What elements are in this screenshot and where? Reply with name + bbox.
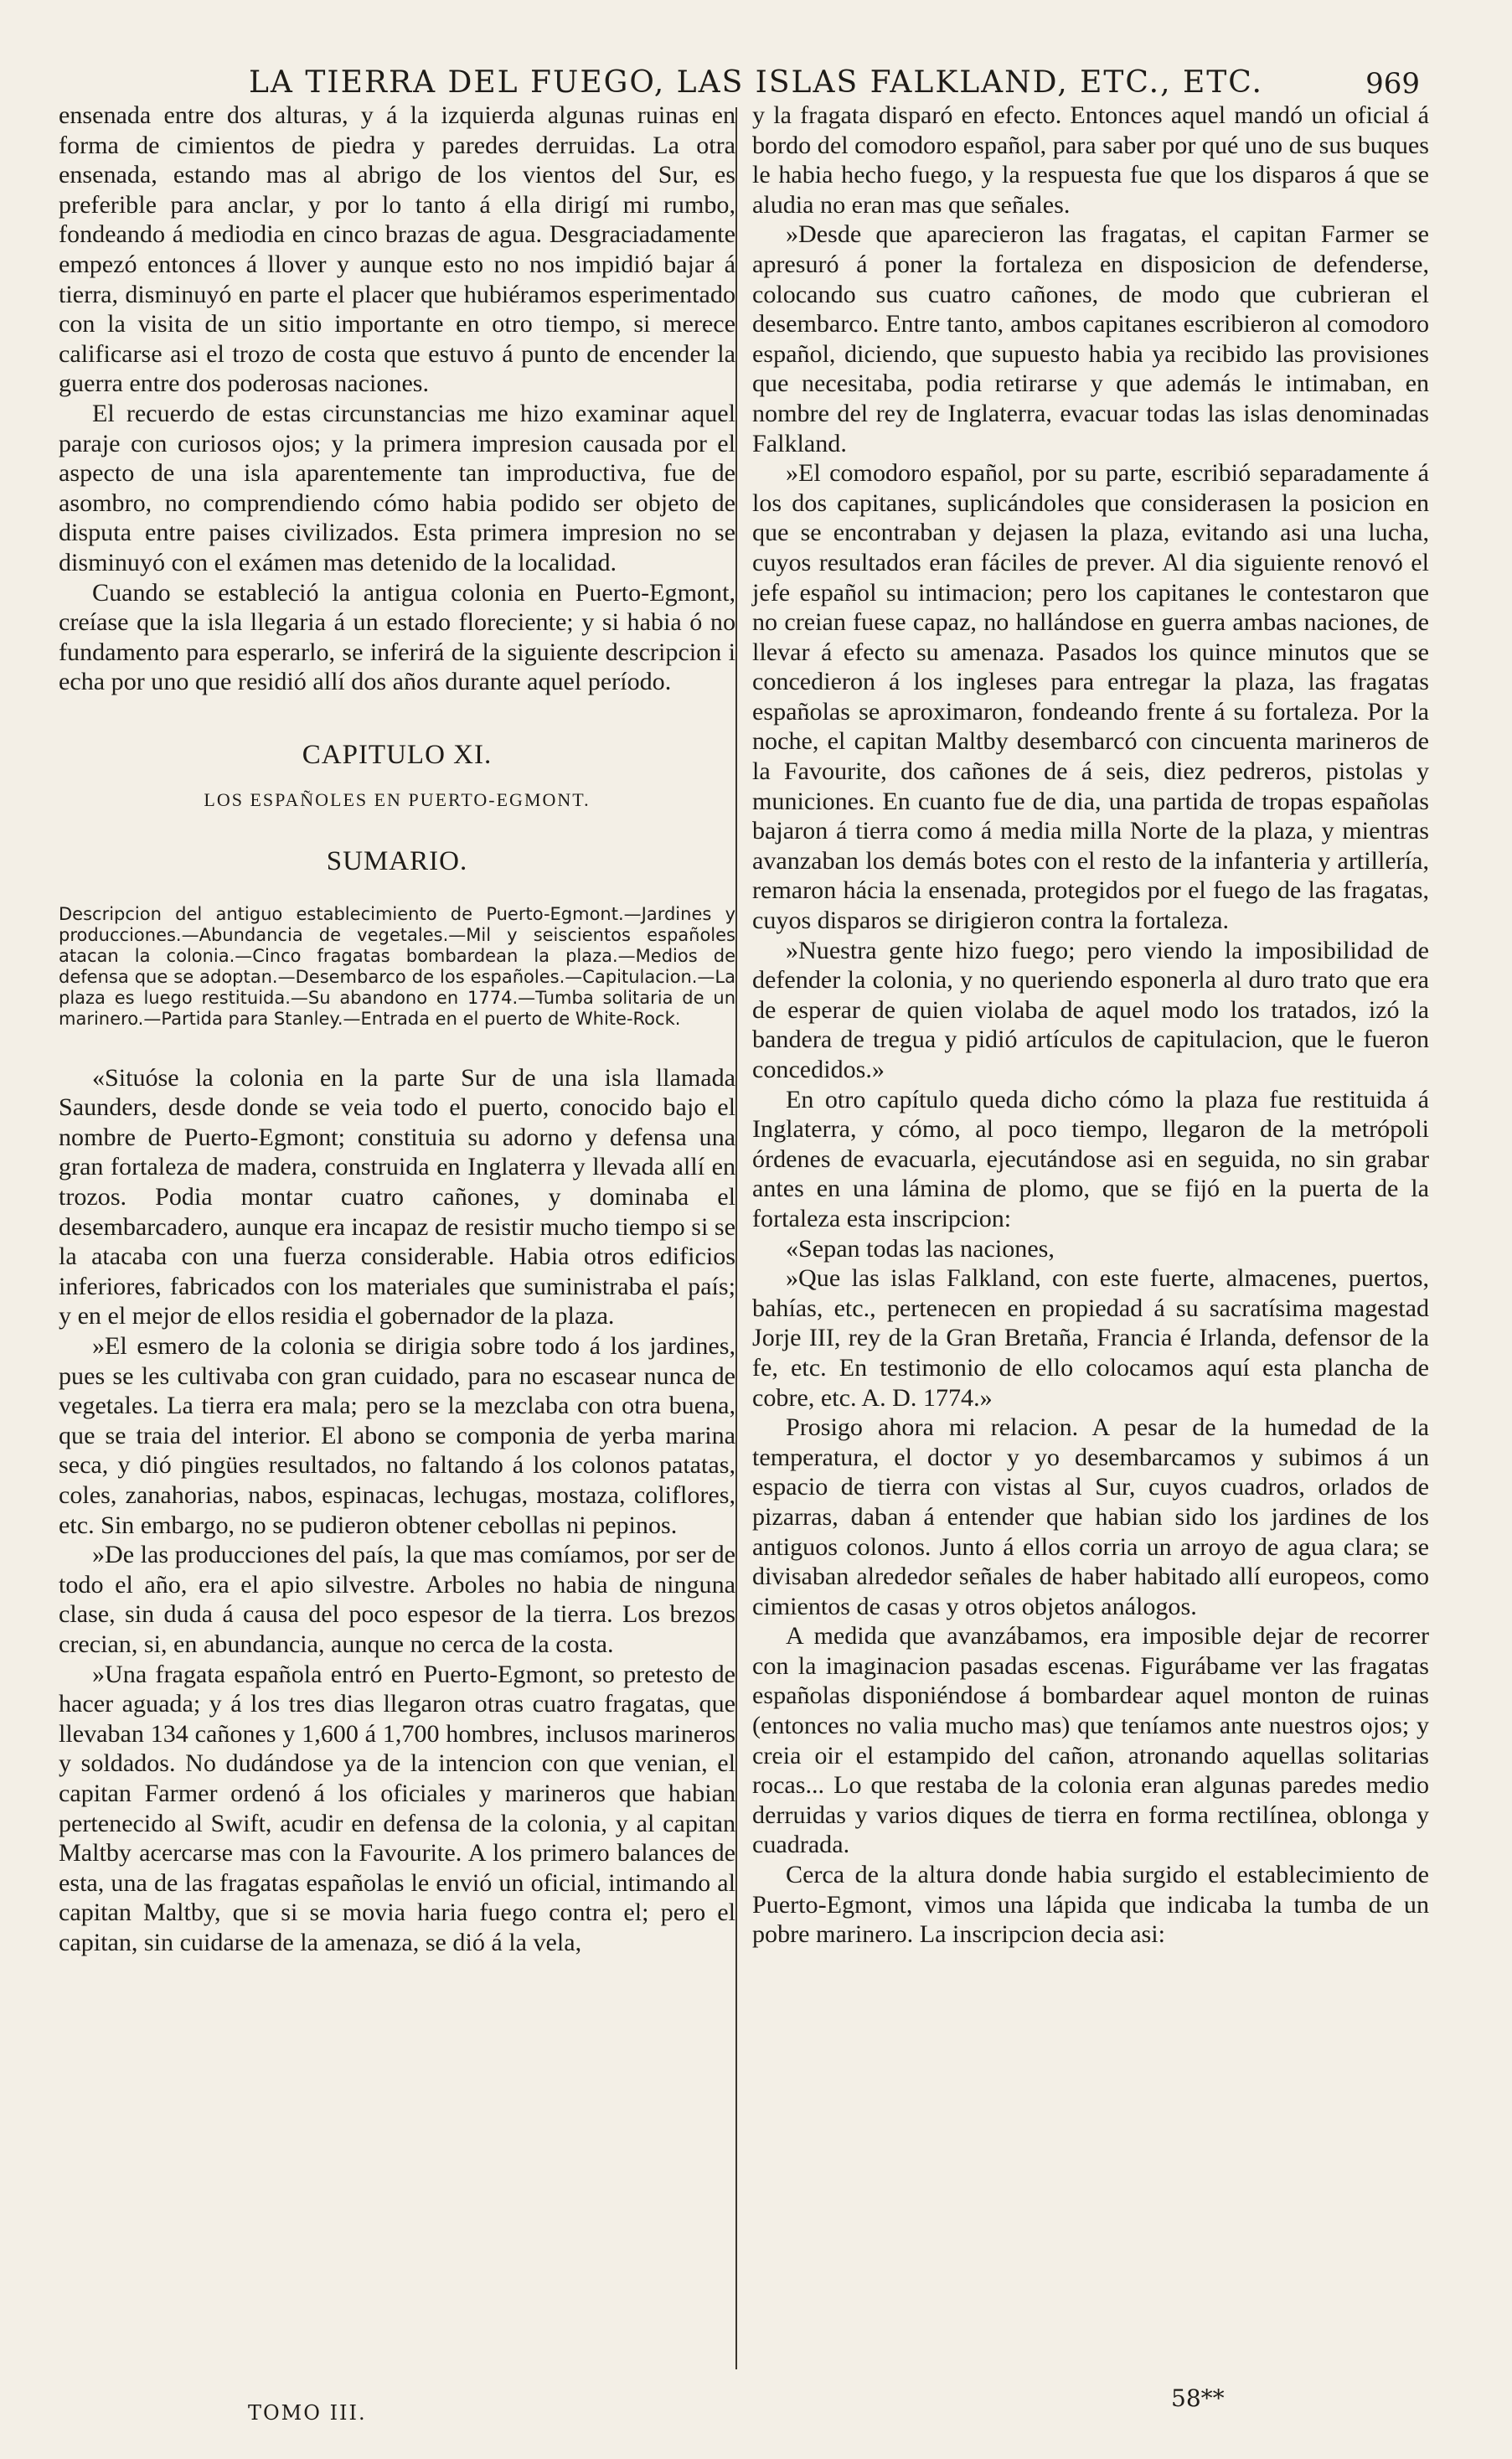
paragraph: «Situóse la colonia en la parte Sur de una isla llamada Saunders, desde donde se veia todo el puerto, conocido bajo el nombre de Puerto-Egmont; constituia su adorno y defensa una gran fortaleza de madera, construida en Inglaterra y llevada allí en trozos. Podia montar cuatro cañones, y dominaba el desembarcadero, aunque era incapaz de resistir mucho tiempo si se la atacaba con una fuerza considerable. Habia otros edificios inferiores, fabricados con los materiales que suministraba el país; y en el mejor de ellos residia el gobernador de la plaza. xyxy=(59,1062,735,1330)
summary-title: SUMARIO. xyxy=(326,846,468,877)
inscription xyxy=(752,1234,1429,1413)
paragraph: »De las producciones del país, la que mas comíamos, por ser de todo el año, era el apio silvestre. Arboles no habia de ninguna clase, sin duda á causa del poco espesor de la tierra. Los brezos crecian, si, en abundancia, aunque no cerca de la costa. xyxy=(59,1540,736,1658)
chapter-subtitle: LOS ESPAÑOLES EN PUERTO-EGMONT. xyxy=(204,789,591,811)
paragraph: El recuerdo de estas circunstancias me hizo examinar aquel paraje con curiosos ojos; y la primera impresion causada por el aspecto de una isla aparentemente tan improductiva, fue de asombro, no comprendiendo cómo habia podido ser objeto de disputa entre paises civilizados. Esta primera impresion no se disminuyó con el exámen mas detenido de la localidad. xyxy=(59,398,735,576)
signature-mark: 58** xyxy=(1171,2384,1225,2412)
paragraph: »Nuestra gente hizo fuego; pero viendo la imposibilidad de defender la colonia, y no queriendo esponerla al duro trato que era de esperar de quien violaba de aquel modo los tratados, izó la bandera de tregua y pidió artículos de capitulacion, que le fueron concedidos.» xyxy=(752,935,1429,1083)
paragraph: Cuando se estableció la antigua colonia en Puerto-Egmont, creíase que la isla llegaria á un estado floreciente; y si habia ó no fundamento para esperarlo, se inferirá de la siguiente descripcion i echa por uno que residió allí dos años durante aquel período. xyxy=(59,577,735,696)
paragraph: Cerca de la altura donde habia surgido el establecimiento de Puerto-Egmont, vimos una lápida que indicaba la tumba de un pobre marinero. La inscripcion decia asi: xyxy=(752,1860,1429,1949)
inscription-line: «Sepan todas las naciones, xyxy=(786,1233,1055,1263)
right-column xyxy=(752,101,1429,1950)
paragraph: »Desde que aparecieron las fragatas, el capitan Farmer se apresuró á poner la fortaleza en disposicion de defenderse, colocando sus cuatro cañones, de modo que cubrieran el desembarco. Entre tanto, ambos capitanes escribieron al comodoro español, diciendo, que supuesto habia ya recibido las provisiones que necesitaba, podia retirarse y que además le intimaban, en nombre del rey de Inglaterra, evacuar todas las islas denominadas Falkland. xyxy=(752,220,1429,457)
page-number: 969 xyxy=(1365,67,1420,101)
chapter-title: CAPITULO XI. xyxy=(302,739,493,770)
paragraph: »Una fragata española entró en Puerto-Egmont, so pretesto de hacer aguada; y á los tres dias llegaron otras cuatro fragatas, que llevaban 134 cañones y 1,600 á 1,700 hombres, inclusos marineros y soldados. No dudándose ya de la intencion con que venian, el capitan Farmer ordenó á los oficiales y marineros que habian pertenecido al Swift, acudir en defensa de la colonia, y al capitan Maltby acercarse mas con la Favourite. A los primero balances de esta, una de las fragatas españolas le envió un oficial, intimando al capitan Maltby, que si se movia haria fuego contra el; pero el capitan, sin cuidarse de la amenaza, se dió á la vela, xyxy=(59,1659,735,1956)
paragraph: »El comodoro español, por su parte, escribió separadamente á los dos capitanes, suplicándoles que considerasen la posicion en que se encontraban y dejasen la plaza, evitando asi una lucha, cuyos resultados eran fáciles de prever. Al dia siguiente renovó el jefe español su intimacion; pero los capitanes le contestaron que no creian fuese capaz, no hallándose en guerra ambas naciones, de llevar á efecto su amenaza. Pasados los quince minutos que se concedieron á los ingleses para entregar la plaza, las fragatas españolas se aproximaron, fondeando frente á su fortaleza. Por la noche, el capitan Maltby desembarcó con cincuenta marineros de la Favourite, dos cañones de á seis, diez pedreros, pistolas y municiones. En cuanto fue de dia, una partida de tropas españolas bajaron á tierra como á media milla Norte de la plaza, y mientras avanzaban los demás botes con el resto de la infanteria y artillería, remaron hácia la ensenada, protegidos por el fuego de las fragatas, cuyos disparos se dirigieron contra la fortaleza. xyxy=(752,458,1429,935)
paragraph: A medida que avanzábamos, era imposible dejar de recorrer con la imaginacion pasadas escenas. Figurábame ver las fragatas españolas disponiéndose á bombardear aquel monton de ruinas (entonces no valia mucho mas) que teníamos ante nuestros ojos; y creia oir el estampido del cañon, atronando aquellas solitarias rocas... Lo que restaba de la colonia eran algunas paredes medio derruidas y varios diques de tierra en forma rectilínea, oblonga y cuadrada. xyxy=(752,1621,1429,1859)
paragraph: ensenada entre dos alturas, y á la izquierda algunas ruinas en forma de cimientos de piedra y paredes derruidas. La otra ensenada, estando mas al abrigo de los vientos del Sur, es preferible para anclar, y por lo tanto á ella dirigí mi rumbo, fondeando á mediodia en cinco brazas de agua. Desgraciadamente empezó entonces á llover y aunque esto no nos impidió bajar á tierra, disminuyó en parte el placer que hubiéramos esperimentado con la visita de un sitio importante en otro tiempo, si merece calificarse asi el trozo de costa que estuvo á punto de encender la guerra entre dos poderosas naciones. xyxy=(59,101,735,398)
paragraph: »El esmero de la colonia se dirigia sobre todo á los jardines, pues se les cultivaba con gran cuidado, para no escasear nunca de vegetales. La tierra era mala; pero se la mezclaba con otra buena, que se traia del interior. El abono se componia de yerba marina seca, y dió pingües resultados, no faltando á los colonos patatas, coles, zanahorias, nabos, espinacas, lechugas, mostaza, coliflores, etc. Sin embargo, no se pudieron obtener cebollas ni pepinos. xyxy=(59,1331,735,1539)
running-head: LA TIERRA DEL FUEGO, LAS ISLAS FALKLAND, ETC., ETC. xyxy=(249,65,1263,100)
volume-label: TOMO III. xyxy=(248,2401,367,2425)
paragraph: y la fragata disparó en efecto. Entonces aquel mandó un oficial á bordo del comodoro español, para saber por qué uno de sus buques le habia hecho fuego, y la respuesta fue que los disparos á que se aludia no eran mas que señales. xyxy=(752,101,1429,219)
summary-text: Descripcion del antiguo establecimiento de Puerto-Egmont.—Jardines y producciones.—Abundancia de vegetales.—Mil y seiscientos españoles atacan la colonia.—Cinco fragatas bombardean la plaza.—Medios de defensa que se adoptan.—Desembarco de los españoles.—Capitulacion.—La plaza es luego restituida.—Su abandono en 1774.—Tumba solitaria de un marinero.—Partida para Stanley.—Entrada en el puerto de White-Rock. xyxy=(59,903,735,1029)
left-column xyxy=(59,101,735,1957)
paragraph: Prosigo ahora mi relacion. A pesar de la humedad de la temperatura, el doctor y yo desembarcamos y subimos á un espacio de tierra con vistas al Sur, cuyos cuadros, orlados de pizarras, daban á entender que habian sido los jardines de los antiguos colonos. Junto á ellos corria un arroyo de agua clara; se divisaban alrededor señales de haber habitado allí europeos, como cimientos de casas y otros objetos análogos. xyxy=(752,1413,1429,1620)
paragraph: En otro capítulo queda dicho cómo la plaza fue restituida á Inglaterra, y cómo, al poco tiempo, llegaron de la metrópoli órdenes de evacuarla, ejecutándose asi en seguida, no sin grabar antes en una lámina de plomo, que se fijó en la puerta de la fortaleza esta inscripcion: xyxy=(752,1084,1429,1232)
inscription-line: »Que las islas Falkland, con este fuerte, almacenes, puertos, bahías, etc., pertenecen en propiedad á su sacratísima magestad Jorje III, rey de la Gran Bretaña, Francia é Irlanda, defensor de la fe, etc. En testimonio de ello colocamos aquí esta plancha de cobre, etc. A. D. 1774.» xyxy=(752,1263,1429,1412)
column-divider xyxy=(735,107,737,2369)
